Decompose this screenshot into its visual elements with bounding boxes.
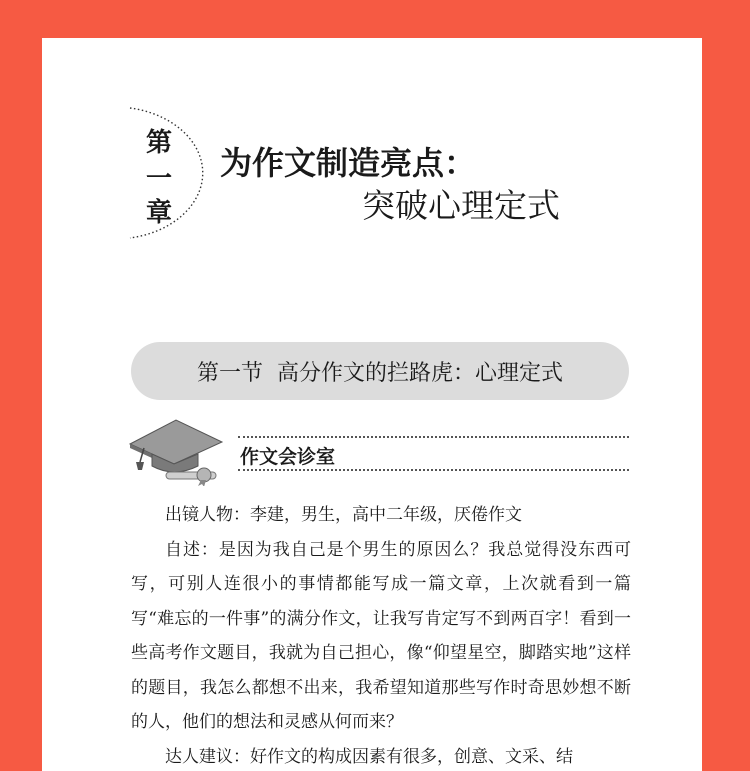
chapter-marker-char-2: 一	[145, 164, 172, 194]
self-label: 自述：	[165, 539, 219, 560]
book-page	[42, 38, 702, 771]
chapter-title-line2: 突破心理定式	[362, 186, 560, 225]
advice-text: 好作文的构成因素有很多，创意、文采、结	[250, 746, 573, 767]
self-statement-paragraph	[131, 533, 631, 740]
section-title: 第一节 高分作文的拦路虎：心理定式	[197, 360, 563, 386]
character-label: 出镜人物：	[165, 505, 250, 525]
graduation-cap-diploma-icon	[122, 414, 226, 486]
character-text: 李建，男生，高中二年级，厌倦作文	[250, 505, 522, 525]
advice-label: 达人建议：	[165, 746, 250, 767]
advice-paragraph	[131, 740, 631, 771]
body-text	[131, 498, 631, 771]
self-text: 是因为我自己是个男生的原因么？我总觉得没东西可写，可别人连很小的事情都能写成一篇文章，上次就看到一篇写“难忘的一件事”的满分作文，让我写肯定写不到两百字！看到一些高考作文题目，我就为自己担心，像“仰望星空，脚踏实地”这样的题目，我怎么都想不出来，我希望知道那些写作时奇思妙想不断的人，他们的想法和灵感从何而来？	[131, 539, 632, 732]
clinic-bottom-dotted-rule	[238, 469, 629, 471]
chapter-title-line1: 为作文制造亮点：	[220, 144, 477, 182]
section-title-pill	[131, 342, 629, 400]
chapter-marker-char-1: 第	[145, 128, 172, 158]
character-paragraph	[131, 498, 631, 533]
clinic-title: 作文会诊室	[240, 446, 336, 468]
clinic-top-dotted-rule	[238, 436, 629, 438]
chapter-marker-char-3: 章	[145, 198, 172, 228]
